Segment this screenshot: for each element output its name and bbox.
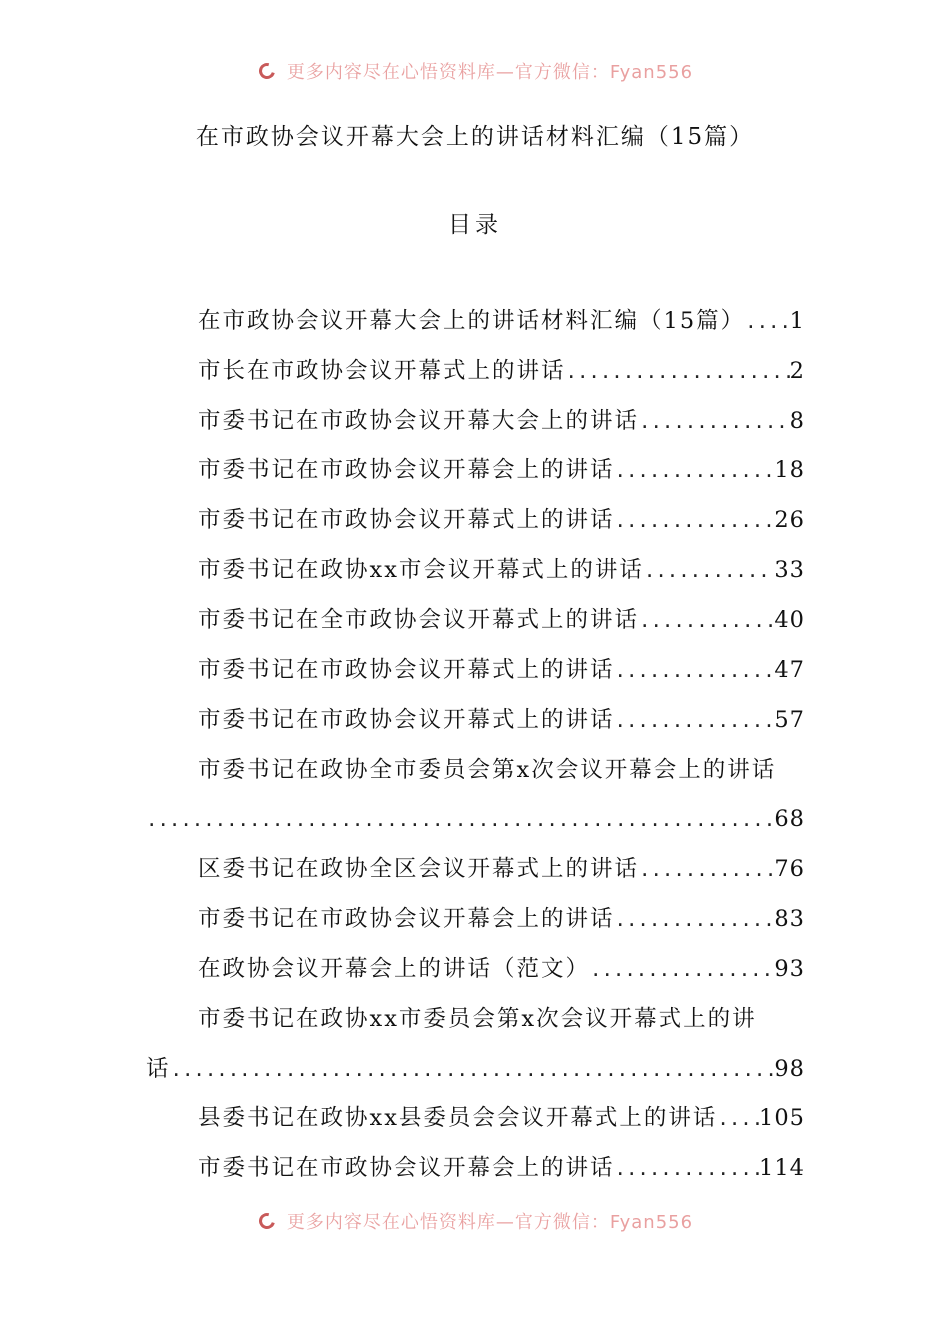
toc-entry-text: 在政协会议开幕会上的讲话（范文）	[198, 956, 591, 982]
toc-leader-dots	[644, 554, 774, 587]
toc-leader-dots	[615, 903, 775, 936]
toc-leader-dots	[566, 355, 790, 388]
toc-entry[interactable]	[198, 1151, 805, 1185]
toc-entry-page: 47	[774, 657, 805, 683]
toc-entry[interactable]	[198, 354, 805, 388]
document-title: 在市政协会议开幕大会上的讲话材料汇编（15篇）	[195, 124, 755, 150]
toc-entry-page: 40	[774, 607, 805, 633]
toc-entry-page: 93	[774, 956, 805, 982]
toc-entry-text: 市委书记在全市政协会议开幕式上的讲话	[198, 607, 640, 633]
toc-entry-text: 市委书记在政协xx市委员会第x次会议开幕式上的讲	[198, 1006, 757, 1032]
toc-entry-page: 1	[789, 308, 805, 334]
toc-entry-text: 在市政协会议开幕大会上的讲话材料汇编（15篇）	[198, 308, 746, 334]
toc-leader-dots	[171, 1053, 775, 1086]
toc-entry-wrapped-line[interactable]	[198, 753, 818, 787]
toc-entry-page: 8	[789, 408, 805, 434]
toc-entry-page: 57	[774, 707, 805, 733]
toc-leader-dots	[639, 604, 774, 637]
toc-entry-page: 68	[774, 806, 805, 832]
toc-leader-dots	[615, 454, 775, 487]
watermark-logo-icon	[257, 1210, 279, 1232]
toc-leader-dots	[615, 654, 775, 687]
toc-entry-text: 市委书记在市政协会议开幕式上的讲话	[198, 507, 615, 533]
toc-entry-page: 114	[759, 1155, 805, 1181]
toc-entry-text: 市委书记在市政协会议开幕会上的讲话	[198, 457, 615, 483]
toc-entry-page: 98	[774, 1056, 805, 1082]
toc-entry[interactable]	[198, 1101, 805, 1135]
toc-leader-dots	[745, 305, 790, 338]
toc-leader-dots	[590, 953, 774, 986]
toc-entry-text: 市委书记在市政协会议开幕式上的讲话	[198, 707, 615, 733]
toc-entry-page: 26	[774, 507, 805, 533]
toc-entry[interactable]	[198, 553, 805, 587]
toc-entry-text: 市委书记在市政协会议开幕大会上的讲话	[198, 408, 640, 434]
toc-entry-text: 市委书记在市政协会议开幕式上的讲话	[198, 657, 615, 683]
watermark-logo-icon	[257, 60, 279, 82]
toc-entry-continuation-text: 话	[146, 1056, 171, 1082]
toc-leader-dots	[615, 1152, 760, 1185]
toc-entry-text: 市委书记在政协全市委员会第x次会议开幕会上的讲话	[198, 757, 777, 783]
toc-entry-text: 市长在市政协会议开幕式上的讲话	[198, 358, 566, 384]
toc-entry-continuation[interactable]	[146, 802, 805, 836]
toc-entry-text: 市委书记在市政协会议开幕会上的讲话	[198, 1155, 615, 1181]
toc-entry-page: 2	[789, 358, 805, 384]
watermark-top	[0, 58, 950, 84]
toc-entry[interactable]	[198, 703, 805, 737]
toc-entry-page: 105	[759, 1105, 805, 1131]
toc-entry[interactable]	[198, 902, 805, 936]
toc-entry-page: 18	[774, 457, 805, 483]
toc-leader-dots	[717, 1102, 759, 1135]
toc-entry-page: 83	[774, 906, 805, 932]
toc-entry-continuation[interactable]	[146, 1052, 805, 1086]
toc-leader-dots	[639, 853, 774, 886]
toc-entry[interactable]	[198, 304, 805, 338]
toc-leader-dots	[615, 504, 775, 537]
toc-heading: 目录	[448, 212, 502, 238]
toc-leader-dots	[615, 704, 775, 737]
toc-entry-text: 县委书记在政协xx县委员会会议开幕式上的讲话	[198, 1105, 718, 1131]
toc-entry-text: 区委书记在政协全区会议开幕式上的讲话	[198, 856, 640, 882]
toc-entry[interactable]	[198, 503, 805, 537]
watermark-bottom	[0, 1208, 950, 1234]
toc-leader-dots	[146, 803, 774, 836]
watermark-text: 更多内容尽在心悟资料库—官方微信：Fyan556	[286, 62, 694, 83]
toc-entry-text: 市委书记在市政协会议开幕会上的讲话	[198, 906, 615, 932]
toc-entry-page: 76	[774, 856, 805, 882]
toc-entry-wrapped-line[interactable]	[198, 1002, 818, 1036]
toc-entry[interactable]	[198, 603, 805, 637]
toc-entry[interactable]	[198, 404, 805, 438]
toc-entry[interactable]	[198, 852, 805, 886]
toc-entry-page: 33	[774, 557, 805, 583]
watermark-text: 更多内容尽在心悟资料库—官方微信：Fyan556	[286, 1212, 694, 1233]
toc-entry-text: 市委书记在政协xx市会议开幕式上的讲话	[198, 557, 644, 583]
toc-leader-dots	[639, 405, 790, 438]
toc-entry[interactable]	[198, 952, 805, 986]
toc-entry[interactable]	[198, 653, 805, 687]
toc-entry[interactable]	[198, 453, 805, 487]
